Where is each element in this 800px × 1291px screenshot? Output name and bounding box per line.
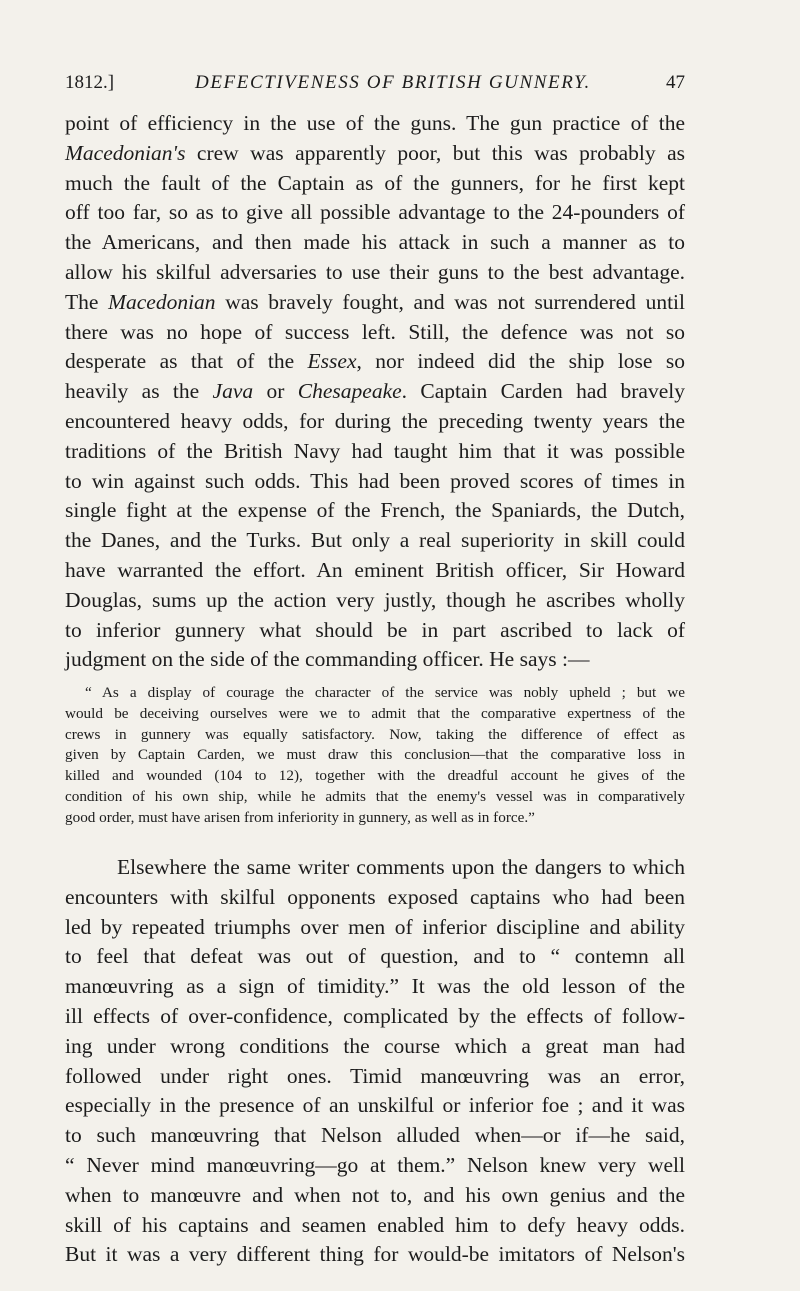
paragraph-1 [65,109,685,675]
paragraph-2 [65,853,685,1270]
text-line: to such manœuvring that Nelson alluded when—or if—he said, [65,1123,685,1148]
text-line: point of efficiency in the use of the guns. The gun practice of the [65,111,685,135]
block-quote [65,683,685,829]
text-line [65,347,685,377]
text-line: single fight at the expense of the French, the Spaniards, the Dutch, [65,498,685,523]
text-line: encounters with skilful opponents exposed captains who had been [65,884,685,909]
text-line: allow his skilful adversaries to use their guns to the best advantage. [65,259,685,284]
text-line: to win against such odds. This had been proved scores of times in [65,468,685,493]
text-fragment: crew was apparently poor, but this was probably as [185,140,685,165]
text-line: the Americans, and then made his attack in such a manner as to [65,230,685,255]
text-fragment: heavily as the [65,379,213,404]
text-line [65,139,685,169]
text-fragment: The [65,289,109,314]
text-fragment: or [253,379,298,404]
ship-name-macedonian: Macedonian [108,289,216,314]
text-fragment: . Captain Carden had bravely [401,379,685,404]
text-line: off too far, so as to give all possible advantage to the 24-pounders of [65,200,685,225]
quote-line: would be deceiving ourselves were we to admit that the comparative expertness of the [65,704,685,722]
quote-line: given by Captain Carden, we must draw this conclusion—that the comparative loss in [65,746,685,764]
text-line: judgment on the side of the commanding officer. He says :— [65,647,590,672]
text-line: especially in the presence of an unskilful or inferior foe ; and it was [65,1093,685,1118]
text-line [65,288,685,318]
text-line: there was no hope of success left. Still, the defence was not so [65,319,685,344]
quote-line: good order, must have arisen from inferiority in gunnery, as well as in force.” [65,808,535,826]
text-line: manœuvring as a sign of timidity.” It was the old lesson of the [65,974,685,999]
ship-name-essex: Essex [307,349,357,374]
header-year: 1812.] [65,72,115,93]
text-line: traditions of the British Navy had taught him that it was possible [65,438,685,463]
text-fragment: was bravely fought, and was not surrendered until [215,289,685,314]
quote-line: condition of his own ship, while he admits that the enemy's vessel was in comparatively [65,787,685,805]
ship-name-java: Java [212,379,254,404]
text-line: encountered heavy odds, for during the preceding twenty years the [65,408,685,433]
quote-line: “ As a display of courage the character of the service was nobly upheld ; but we [85,684,685,701]
text-line: ing under wrong conditions the course which a great man had [65,1033,685,1058]
text-line [65,377,685,407]
ship-name-chesapeake: Chesapeake [297,379,402,404]
running-head [65,72,685,98]
text-line: the Danes, and the Turks. But only a real superiority in skill could [65,528,685,553]
text-line: led by repeated triumphs over men of inferior discipline and ability [65,914,685,939]
text-line: ill effects of over-confidence, complicated by the effects of follow- [65,1003,685,1028]
quote-line: killed and wounded (104 to 12), together with the dreadful account he gives of the [65,767,685,785]
text-line: to inferior gunnery what should be in part ascribed to lack of [65,617,685,642]
text-fragment: desperate as that of the [65,349,308,374]
ship-name-macedonians: Macedonian's [65,140,186,165]
text-line: followed under right ones. Timid manœuvring was an error, [65,1063,685,1088]
quote-line: crews in gunnery was equally satisfactory. Now, taking the difference of effect as [65,725,685,743]
text-line: Douglas, sums up the action very justly, though he ascribes wholly [65,587,685,612]
header-title: DEFECTIVENESS OF BRITISH GUNNERY. [195,72,591,93]
text-line: Elsewhere the same writer comments upon the dangers to which [117,855,685,879]
text-fragment: , nor indeed did the ship lose so [356,349,685,374]
text-line: “ Never mind manœuvring—go at them.” Nelson knew very well [65,1152,685,1177]
text-line: when to manœuvre and when not to, and his own genius and the [65,1182,685,1207]
text-line: skill of his captains and seamen enabled him to defy heavy odds. [65,1212,685,1237]
text-line: have warranted the effort. An eminent British officer, Sir Howard [65,557,685,582]
text-line: much the fault of the Captain as of the gunners, for he first kept [65,170,685,195]
text-line: to feel that defeat was out of question, and to “ contemn all [65,944,685,969]
page-number: 47 [666,72,685,93]
text-line: But it was a very different thing for would-be imitators of Nelson's [65,1242,685,1267]
